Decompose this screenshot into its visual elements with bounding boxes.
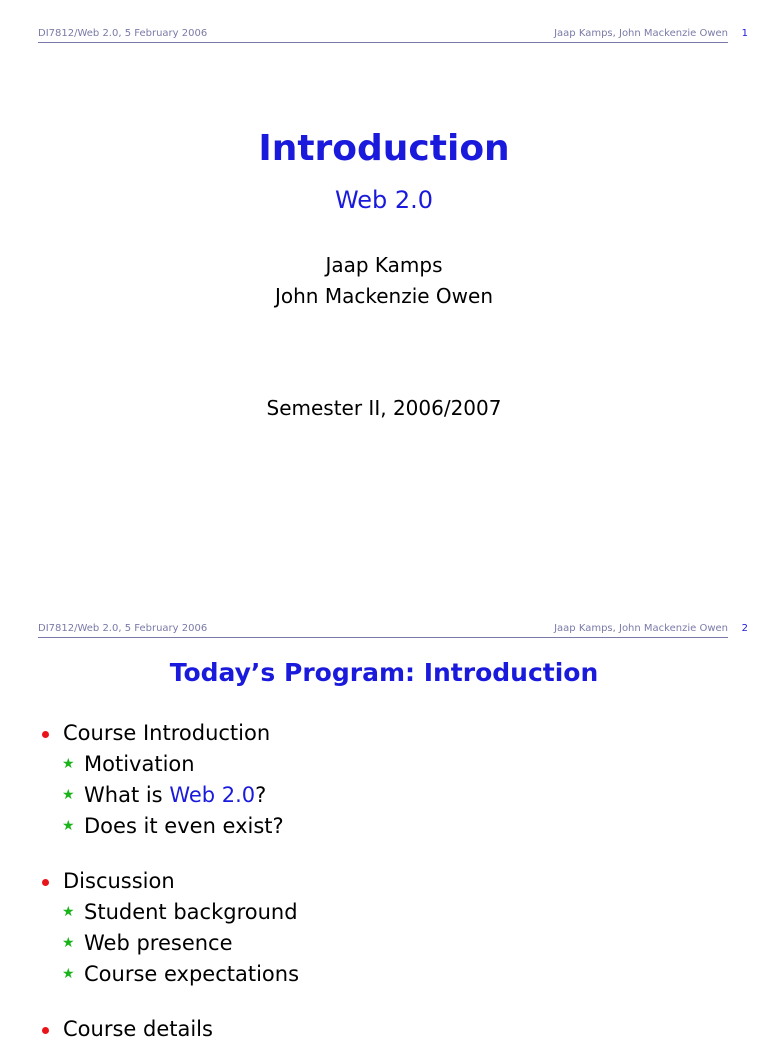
star-icon: ★ <box>62 904 75 920</box>
sub-item-label: Student background <box>84 900 298 924</box>
slide-2 <box>0 600 768 1041</box>
star-icon: ★ <box>62 818 75 834</box>
list-item <box>40 718 740 749</box>
page-number: 2 <box>741 623 748 634</box>
star-icon: ★ <box>62 756 75 772</box>
header-authors: Jaap Kamps, John Mackenzie Owen <box>554 623 728 634</box>
bullet-list <box>40 718 740 1045</box>
page-number: 1 <box>741 28 748 39</box>
header-rule <box>38 637 728 638</box>
sub-list-item <box>40 811 740 842</box>
star-icon: ★ <box>62 787 75 803</box>
list-item-label: Course Introduction <box>63 721 271 745</box>
slide-title: Today’s Program: Introduction <box>169 658 599 687</box>
list-item-label: Discussion <box>63 869 175 893</box>
slide-header <box>38 28 748 48</box>
sub-list-item <box>40 928 740 959</box>
list-item <box>40 1014 740 1045</box>
star-icon: ★ <box>62 966 75 982</box>
slide-subtitle: Web 2.0 <box>334 186 434 214</box>
bullet-icon <box>42 731 49 738</box>
sub-list-item <box>40 959 740 990</box>
web20-link[interactable]: Web 2.0 <box>169 783 256 807</box>
sub-list-item <box>40 749 740 780</box>
header-rule <box>38 42 728 43</box>
sub-list-item <box>40 897 740 928</box>
list-item <box>40 866 740 897</box>
slide-header <box>38 623 748 643</box>
bullet-icon <box>42 1027 49 1034</box>
sub-item-label <box>84 780 266 811</box>
header-course-date: DI7812/Web 2.0, 5 February 2006 <box>38 623 208 634</box>
sub-item-suffix: ? <box>255 783 267 807</box>
sub-item-label: Course expectations <box>84 962 300 986</box>
sub-item-label: Does it even exist? <box>84 814 284 838</box>
star-icon: ★ <box>62 935 75 951</box>
semester-text: Semester II, 2006/2007 <box>266 396 502 420</box>
sub-list-item <box>40 780 740 811</box>
sub-item-label: Web presence <box>84 931 233 955</box>
slide-title: Introduction <box>258 128 510 169</box>
author-name: Jaap Kamps <box>325 253 443 277</box>
header-authors: Jaap Kamps, John Mackenzie Owen <box>554 28 728 39</box>
sub-item-label: Motivation <box>84 752 195 776</box>
list-item-label: Course details <box>63 1017 213 1041</box>
sub-item-prefix: What is <box>84 783 170 807</box>
author-name: John Mackenzie Owen <box>275 284 493 308</box>
bullet-icon <box>42 879 49 886</box>
header-course-date: DI7812/Web 2.0, 5 February 2006 <box>38 28 208 39</box>
